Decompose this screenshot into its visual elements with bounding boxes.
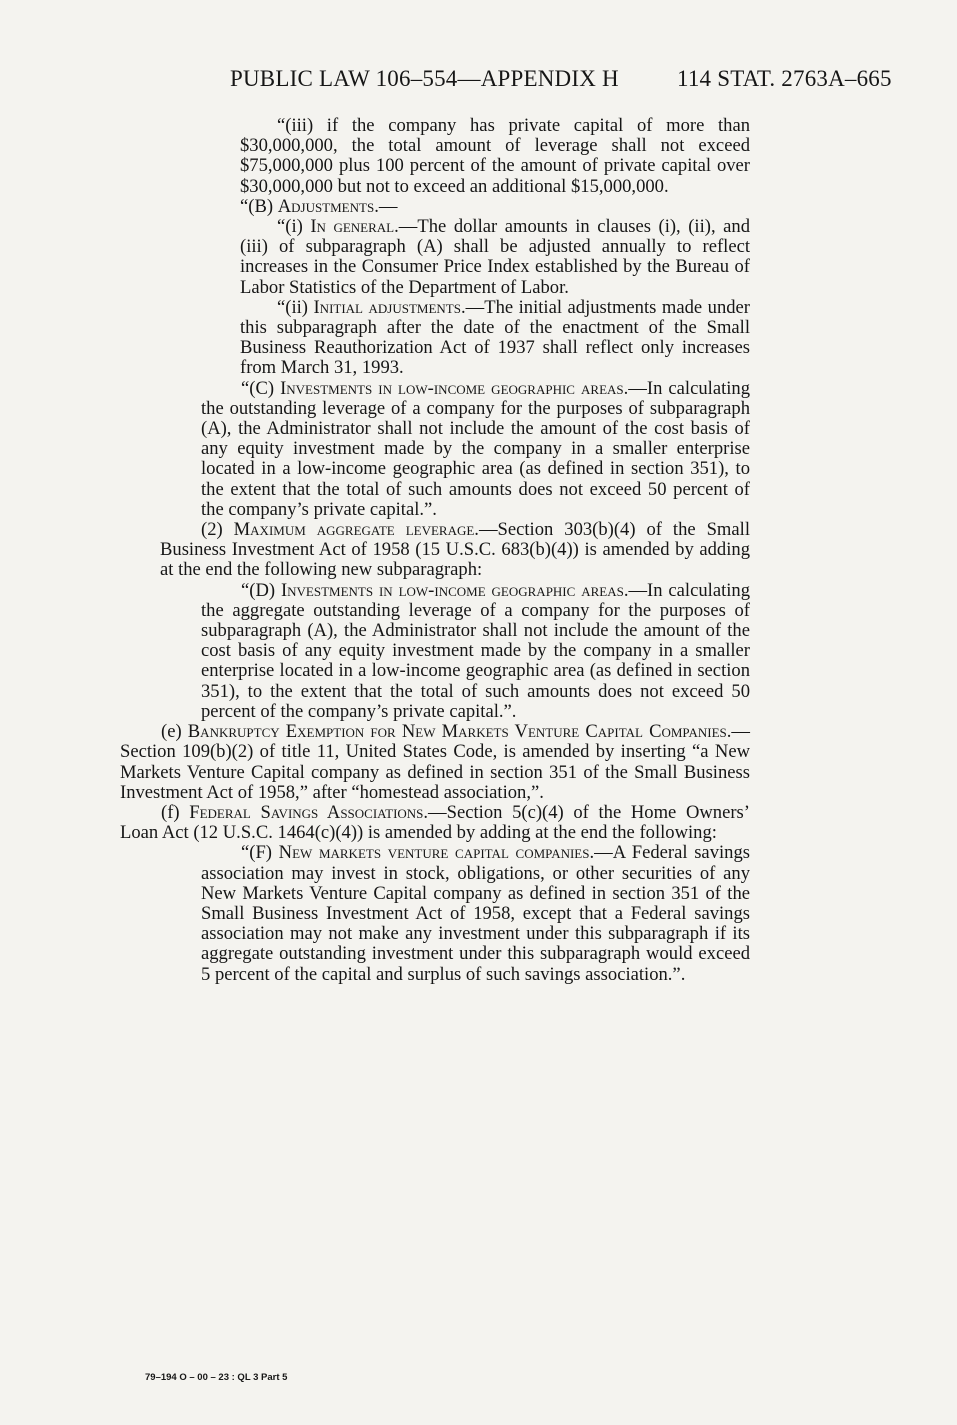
subparagraph-b-text: .—	[374, 195, 398, 217]
subsection-e-caps: Bankruptcy Exemption for New Markets Venture Capital Companies	[187, 721, 727, 743]
paragraph-2-caps: Maximum aggregate leverage	[233, 519, 475, 541]
clause-ii-text: .—The initial adjustments made under this subparagraph after the date of the enactment of the Small Business Reauthorization Act of 1937 shall reflect only increases from March 31, 1993.	[240, 296, 750, 379]
clause-i-lead: “(i)	[277, 216, 311, 238]
subparagraph-d-lead: “(D)	[241, 579, 281, 601]
subparagraph-d	[201, 581, 750, 722]
subsection-f-caps: Federal Savings Associations	[189, 801, 424, 823]
subsection-e-bankruptcy-exemption	[120, 722, 750, 803]
subsection-e-text: .—Section 109(b)(2) of title 11, United States Code, is amended by inserting “a New Markets Venture Capital company as defined in section 351 of the Small Business Investment Act of 1958,” after “homestead association,”.	[120, 721, 750, 803]
subparagraph-c	[201, 379, 750, 520]
clause-ii-lead: “(ii)	[277, 296, 314, 318]
subsection-f-text: .—Section 5(c)(4) of the Home Owners’ Loan Act (12 U.S.C. 1464(c)(4)) is amended by adding at the end the following:	[120, 801, 750, 844]
clause-iii	[240, 116, 750, 197]
clause-i-in-general	[240, 217, 750, 298]
subparagraph-b-lead: “(B)	[240, 195, 278, 217]
statute-citation: 114 STAT. 2763A–665	[677, 66, 892, 91]
subparagraph-d-caps: Investments in low-income geographic areas	[280, 579, 624, 601]
subparagraph-c-text: .—In calculating the outstanding leverage of a company for the purposes of subparagraph (A), the Administrator shall not include the amount of the cost basis of any equity investment made by the company in a smaller enterprise located in a low-income geographic area (as defined in section 351), to the extent that the total of such amounts does not exceed 50 percent of the company’s private capital.”.	[201, 377, 750, 520]
subparagraph-d-text: .—In calculating the aggregate outstanding leverage of a company for the purposes of subparagraph (A), the Administrator shall not include the amount of the cost basis of any equity investment made by the company in a smaller enterprise located in a low-income geographic area (as defined in section 351), to the extent that the total of such amounts does not exceed 50 percent of the company’s private capital.”.	[201, 579, 750, 722]
print-job-code: 79–194 O – 00 – 23 : QL 3 Part 5	[145, 1372, 288, 1383]
paragraph-2-text: .—Section 303(b)(4) of the Small Business Investment Act of 1958 (15 U.S.C. 683(b)(4)) is amended by adding at the end the following new subparagraph:	[160, 519, 750, 581]
subparagraph-c-caps: Investments in low-income geographic areas	[280, 377, 624, 399]
paragraph-2-lead: (2)	[201, 519, 234, 541]
page-header	[0, 66, 957, 96]
document-body	[0, 116, 957, 985]
clause-ii-initial-adjustments	[240, 298, 750, 379]
subsection-e-lead: (e)	[161, 721, 188, 743]
clause-i-caps: In general	[310, 216, 395, 238]
subparagraph-b-caps: Adjustments	[277, 195, 375, 217]
subparagraph-b-heading	[240, 197, 750, 217]
subparagraph-f-new-markets	[201, 843, 750, 984]
clause-iii-text: “(iii) if the company has private capital of more than $30,000,000, the total amount of leverage shall not exceed $75,000,000 plus 100 percent of the amount of private capital over $30,000,000 but not to exceed an additional $15,000,000.	[240, 115, 750, 197]
subsection-f-federal-savings	[120, 803, 750, 843]
clause-i-text: .—The dollar amounts in clauses (i), (ii), and (iii) of subparagraph (A) shall be adjusted annually to reflect increases in the Consumer Price Index established by the Bureau of Labor Statistics of the Department of Labor.	[240, 216, 750, 298]
subparagraph-f-lead: “(F)	[241, 842, 279, 864]
subparagraph-f-text: .—A Federal savings association may invest in stock, obligations, or other securities of any New Markets Venture Capital company as defined in section 351 of the Small Business Investment Act of 1958, except that a Federal savings association may not make any investment under this subparagraph if its aggregate outstanding investment under this subparagraph would exceed 5 percent of the capital and surplus of such savings association.”.	[201, 842, 750, 985]
subparagraph-c-lead: “(C)	[241, 377, 281, 399]
clause-ii-caps: Initial adjustments	[313, 296, 461, 318]
subparagraph-f-caps: New markets venture capital companies	[278, 842, 590, 864]
law-title: PUBLIC LAW 106–554—APPENDIX H	[230, 66, 619, 91]
paragraph-2-maximum-aggregate-leverage	[160, 520, 750, 581]
subsection-f-lead: (f)	[161, 801, 190, 823]
